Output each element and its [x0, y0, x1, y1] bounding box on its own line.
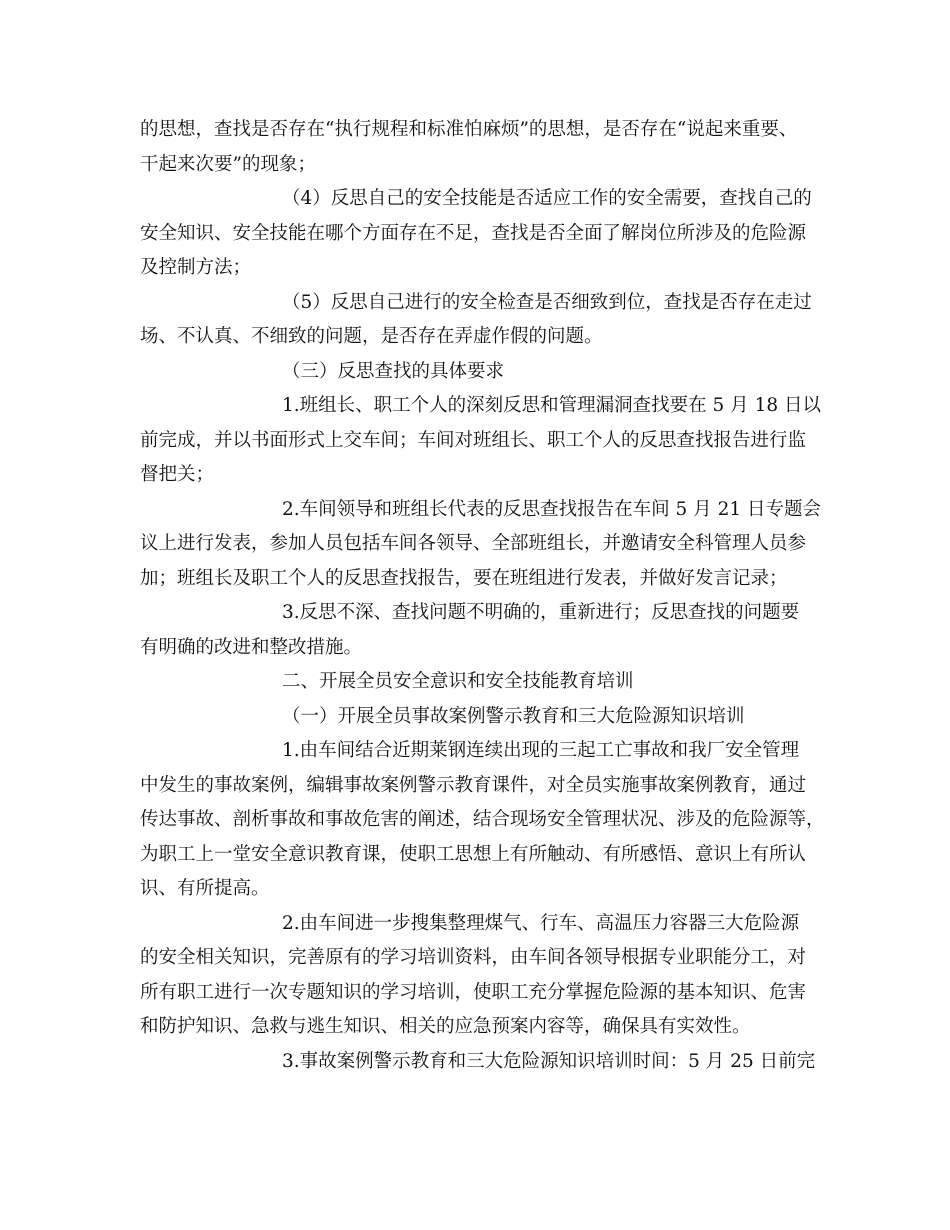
- paragraph-requirement-1: [140, 389, 820, 493]
- paragraph-continuation: [140, 113, 820, 182]
- subheading-text: （一）开展全员事故案例警示教育和三大危险源知识培训: [282, 705, 745, 727]
- text-line: 及控制方法；: [140, 257, 252, 278]
- document-body: [140, 113, 825, 1079]
- text-line: 为职工上一堂安全意识教育课，使职工思想上有所触动、有所感悟、意识上有所认: [140, 843, 807, 865]
- paragraph-training-1: [140, 734, 825, 907]
- text-line: 3.事故案例警示教育和三大危险源知识培训时间：5 月 25 日前完: [282, 1050, 816, 1072]
- text-line: 所有职工进行一次专题知识的学习培训，使职工充分掌握危险源的基本知识、危害: [140, 981, 807, 1003]
- text-line: 有明确的改进和整改措施。: [140, 636, 363, 658]
- text-line: 1.班组长、职工个人的深刻反思和管理漏洞查找要在 5 月 18 日以: [282, 395, 821, 416]
- text-line: 前完成，并以书面形式上交车间；车间对班组长、职工个人的反思查找报告进行监: [140, 429, 807, 451]
- text-line: 3.反思不深、查找问题不明确的，重新进行；反思查找的问题要: [282, 602, 800, 623]
- paragraph-training-3: [140, 1045, 820, 1080]
- paragraph-item-4: [140, 182, 820, 286]
- text-line: 识、有所提高。: [140, 878, 270, 899]
- text-line: 传达事故、剖析事故和事故危害的阐述，结合现场安全管理状况、涉及的危险源等，: [140, 809, 825, 830]
- text-line: 1.由车间结合近期莱钢连续出现的三起工亡事故和我厂安全管理: [282, 740, 800, 761]
- text-line: （5）反思自己进行的安全检查是否细致到位，查找是否存在走过: [282, 291, 812, 313]
- text-line: 2.由车间进一步搜集整理煤气、行车、高温压力容器三大危险源: [282, 912, 800, 934]
- paragraph-requirement-2: [140, 493, 820, 597]
- section-subheading-2-1: [140, 700, 820, 735]
- text-line: 加；班组长及职工个人的反思查找报告，要在班组进行发表，并做好发言记录；: [140, 567, 788, 589]
- text-line: 的思想，查找是否存在“执行规程和标准怕麻烦”的思想，是否存在“说起来重要、: [140, 119, 798, 140]
- heading-text: 二、开展全员安全意识和安全技能教育培训: [282, 671, 634, 692]
- text-line: 和防护知识、急救与逃生知识、相关的应急预案内容等，确保具有实效性。: [140, 1016, 751, 1037]
- subheading-text: （三）反思查找的具体要求: [282, 360, 505, 382]
- text-line: 干起来次要”的现象；: [140, 153, 316, 175]
- text-line: 安全知识、安全技能在哪个方面存在不足，查找是否全面了解岗位所涉及的危险源: [140, 222, 807, 244]
- text-line: 2.车间领导和班组长代表的反思查找报告在车间 5 月 21 日专题会: [282, 498, 821, 520]
- paragraph-requirement-3: [140, 596, 820, 665]
- text-line: 议上进行发表，参加人员包括车间各领导、全部班组长，并邀请安全科管理人员参: [140, 533, 807, 554]
- paragraph-item-5: [140, 286, 820, 355]
- section-heading-2: [140, 665, 820, 700]
- text-line: 中发生的事故案例，编辑事故案例警示教育课件，对全员实施事故案例教育，通过: [140, 774, 807, 796]
- text-line: 场、不认真、不细致的问题，是否存在弄虚作假的问题。: [140, 326, 603, 347]
- paragraph-training-2: [140, 907, 820, 1045]
- text-line: 督把关；: [140, 464, 215, 485]
- text-line: （4）反思自己的安全技能是否适应工作的安全需要，查找自己的: [282, 188, 812, 209]
- text-line: 的安全相关知识，完善原有的学习培训资料，由车间各领导根据专业职能分工，对: [140, 947, 807, 968]
- section-subheading-3: [140, 355, 820, 390]
